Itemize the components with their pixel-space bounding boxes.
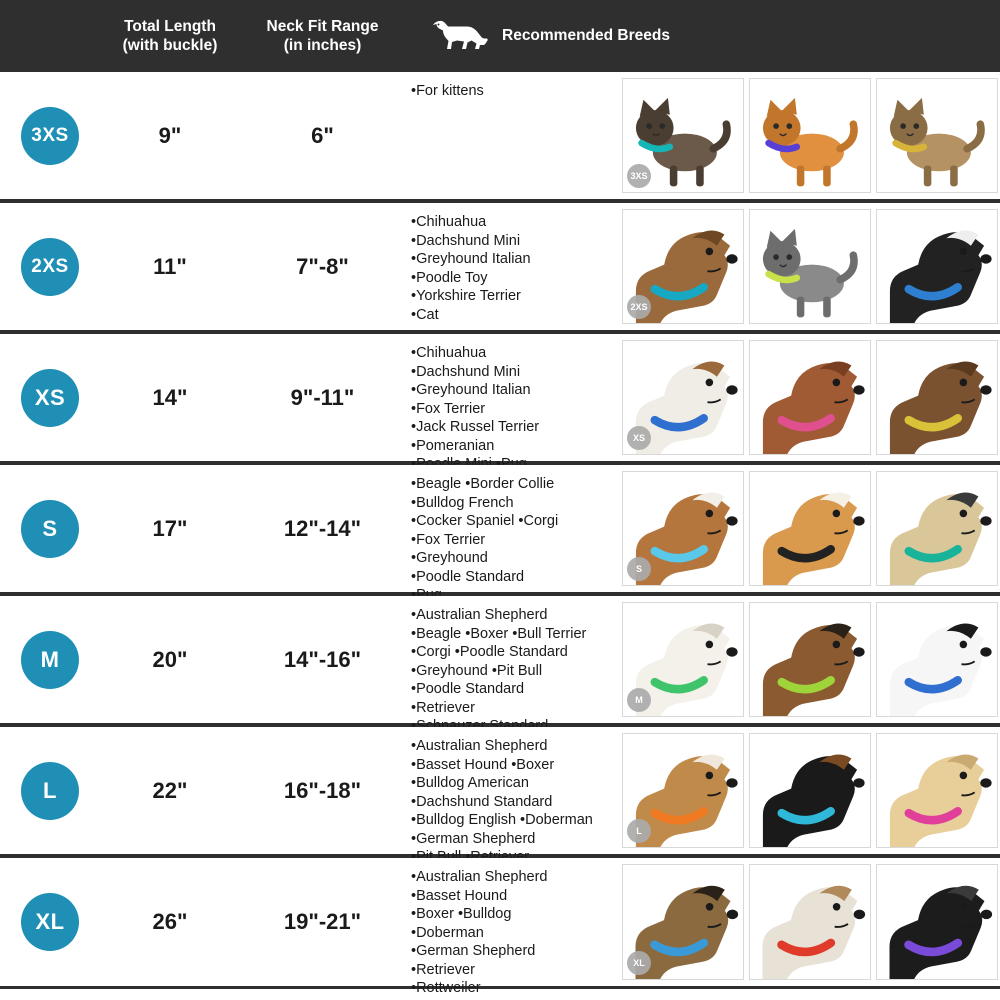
breed-line: •Greyhound Italian <box>411 251 531 268</box>
recommended-breeds-cell <box>405 203 622 330</box>
breed-line: •Doberman <box>411 924 484 941</box>
pet-photo <box>876 602 998 717</box>
breed-line: •Jack Russel Terrier <box>411 419 540 436</box>
photo-size-tag: 3XS <box>627 164 651 188</box>
breed-line: •Basset Hound <box>411 887 508 904</box>
pet-photo <box>622 471 744 586</box>
photo-strip <box>622 465 1000 592</box>
total-length-cell: 17" <box>152 515 188 541</box>
breed-line: •Poodle Standard <box>411 568 525 585</box>
breed-line: •Poodle Toy <box>411 269 488 286</box>
table-row <box>0 72 1000 203</box>
pet-photo <box>622 209 744 324</box>
size-cell <box>0 858 100 986</box>
breed-line: •Australian Shepherd <box>411 738 548 754</box>
recommended-breeds-cell <box>405 465 622 592</box>
breed-line: •Australian Shepherd <box>411 607 548 623</box>
neck-fit-cell: 9"-11" <box>290 384 355 410</box>
breed-line: •Dachshund Mini <box>411 232 521 249</box>
header-neck-col <box>240 17 405 56</box>
photo-size-tag: M <box>627 688 651 712</box>
pet-photo <box>622 733 744 848</box>
recommended-breeds-cell <box>405 727 622 854</box>
size-cell <box>0 465 100 592</box>
size-badge: 3XS <box>21 107 79 165</box>
pet-photo <box>876 733 998 848</box>
breed-line: •Pomeranian <box>411 437 495 454</box>
breed-line: •Beagle •Boxer •Bull Terrier <box>411 625 587 642</box>
photo-strip <box>622 727 1000 854</box>
pet-photo <box>749 340 871 455</box>
neck-fit-cell: 7"-8" <box>296 253 349 279</box>
size-badge: 2XS <box>21 238 79 296</box>
breed-line: •Basset Hound •Boxer <box>411 756 555 773</box>
pet-photo <box>749 209 871 324</box>
size-cell <box>0 727 100 854</box>
photo-size-tag: L <box>627 819 651 843</box>
total-length-cell: 20" <box>152 646 188 672</box>
table-row <box>0 203 1000 334</box>
recommended-breeds-cell <box>405 596 622 723</box>
size-badge: S <box>21 500 79 558</box>
table-row <box>0 858 1000 997</box>
breed-line: •Australian Shepherd <box>411 869 548 885</box>
breed-line: •Greyhound •Pit Bull <box>411 662 543 679</box>
header-breeds-col <box>405 19 1000 53</box>
breed-line: •German Shepherd <box>411 943 536 960</box>
total-length-cell: 22" <box>152 777 188 803</box>
size-cell <box>0 72 100 199</box>
table-row <box>0 727 1000 858</box>
pet-photo <box>749 471 871 586</box>
total-length-cell: 14" <box>152 384 188 410</box>
photo-strip <box>622 72 1000 199</box>
size-badge: XL <box>21 893 79 951</box>
breed-line: •Greyhound Italian <box>411 382 531 399</box>
breed-line: •Dachshund Standard <box>411 793 553 810</box>
header-neck-line1: Neck Fit Range <box>266 17 379 35</box>
breed-line: •Fox Terrier <box>411 400 486 417</box>
breed-line: •Beagle •Border Collie <box>411 476 555 492</box>
photo-strip <box>622 203 1000 330</box>
photo-size-tag: XL <box>627 951 651 975</box>
breed-line: •Yorkshire Terrier <box>411 288 521 305</box>
total-length-cell: 9" <box>158 122 182 148</box>
photo-strip <box>622 334 1000 461</box>
breed-line: •Cocker Spaniel •Corgi <box>411 513 559 530</box>
breed-line: •Bulldog French <box>411 494 514 511</box>
recommended-breeds-cell <box>405 72 622 199</box>
breed-line: •Chihuahua <box>411 345 487 361</box>
size-badge: L <box>21 762 79 820</box>
total-length-cell: 11" <box>153 253 187 279</box>
breed-line: •German Shepherd <box>411 830 536 847</box>
size-cell <box>0 334 100 461</box>
photo-size-tag: S <box>627 557 651 581</box>
size-cell <box>0 203 100 330</box>
photo-size-tag: 2XS <box>627 295 651 319</box>
neck-fit-cell: 6" <box>311 122 334 148</box>
pet-photo <box>749 78 871 193</box>
pet-photo <box>622 340 744 455</box>
pet-photo <box>749 864 871 980</box>
breed-line: •Greyhound <box>411 550 488 567</box>
table-row <box>0 596 1000 727</box>
breed-line: •Retriever <box>411 699 475 716</box>
photo-strip <box>622 596 1000 723</box>
neck-fit-cell: 19"-21" <box>283 909 362 934</box>
photo-strip <box>622 858 1000 986</box>
breed-line: •Chihuahua <box>411 214 487 230</box>
header-length-col <box>100 17 240 56</box>
header-breeds-label: Recommended Breeds <box>502 27 670 44</box>
total-length-cell: 26" <box>152 909 188 934</box>
breed-line: •Retriever <box>411 961 475 978</box>
pet-photo <box>876 864 998 980</box>
pet-photo <box>622 602 744 717</box>
header-length-line2: (with buckle) <box>122 37 218 54</box>
table-body <box>0 72 1000 997</box>
breed-line: •Bulldog English •Doberman <box>411 812 593 829</box>
neck-fit-cell: 16"-18" <box>283 777 362 803</box>
breed-line: •Boxer •Bulldog <box>411 906 512 923</box>
photo-size-tag: XS <box>627 426 651 450</box>
table-row <box>0 334 1000 465</box>
breed-line: •Cat <box>411 306 439 323</box>
breed-line: •Poodle Standard <box>411 681 525 698</box>
breed-line: •Corgi •Poodle Standard <box>411 644 568 661</box>
table-header <box>0 0 1000 72</box>
size-cell <box>0 596 100 723</box>
neck-fit-cell: 14"-16" <box>283 646 362 672</box>
header-neck-line2: (in inches) <box>283 37 362 54</box>
pet-photo <box>876 209 998 324</box>
breed-line: •Rottweiler <box>411 980 481 997</box>
pet-photo <box>622 78 744 193</box>
dog-silhouette-icon <box>430 19 490 53</box>
pet-photo <box>876 78 998 193</box>
pet-photo <box>876 340 998 455</box>
breed-line: •For kittens <box>411 83 484 99</box>
breed-line: •Fox Terrier <box>411 531 486 548</box>
size-badge: XS <box>21 369 79 427</box>
neck-fit-cell: 12"-14" <box>283 515 362 541</box>
breed-line: •Dachshund Mini <box>411 363 521 380</box>
table-row <box>0 465 1000 596</box>
recommended-breeds-cell <box>405 858 622 997</box>
pet-photo <box>749 602 871 717</box>
size-badge: M <box>21 631 79 689</box>
pet-photo <box>622 864 744 980</box>
header-length-line1: Total Length <box>124 17 216 35</box>
pet-photo <box>749 733 871 848</box>
pet-photo <box>876 471 998 586</box>
recommended-breeds-cell <box>405 334 622 461</box>
breed-line: •Bulldog American <box>411 775 529 792</box>
